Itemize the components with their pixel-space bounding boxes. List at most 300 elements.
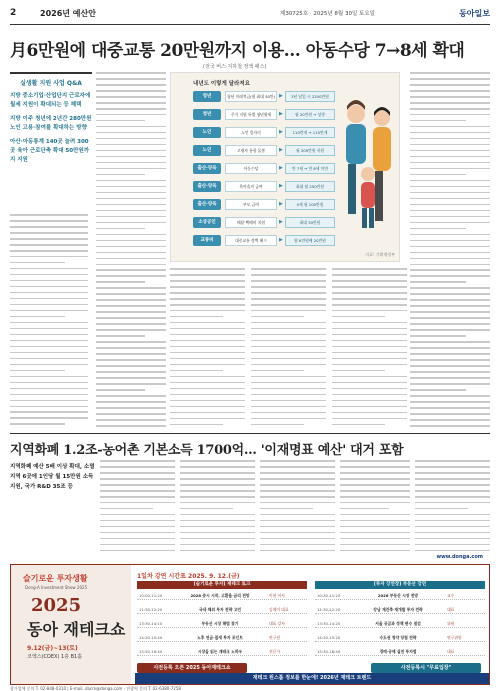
text-line [180,532,255,534]
row-category: 출산·양육 [193,163,221,174]
text-line [10,370,65,372]
text-line [96,365,166,367]
text-line [251,274,326,276]
text-line [410,72,490,74]
row-category: 출산·양육 [193,199,221,210]
text-line [96,162,166,164]
row-category: 소상공인 [193,217,221,228]
text-line [100,484,175,486]
text-line [180,472,255,474]
text-line [415,484,490,486]
ad-schedule-row [315,591,485,600]
text-line [340,484,410,486]
text-line [410,90,490,92]
text-line [410,132,490,134]
text-line [410,371,490,373]
text-line [170,304,245,306]
text-line [410,114,490,116]
text-line [410,252,490,254]
text-line [180,478,255,480]
arrow-icon: ▶ [279,129,283,135]
text-line [410,287,490,289]
row-change: 최대 30만원 [285,217,335,228]
text-line [410,335,466,337]
text-line [260,496,335,498]
text-line [415,508,468,510]
ad-logo: 슬기로운 투자생활 [23,574,88,583]
text-line [410,198,490,200]
text-line [251,334,326,336]
text-line [251,268,326,270]
text-line [260,472,335,474]
text-line [410,162,490,164]
text-line [410,228,466,230]
text-line [260,508,313,510]
text-line [410,180,490,182]
text-line [10,328,88,330]
text-line [170,310,245,312]
text-line [96,425,166,427]
text-line [96,371,166,373]
text-line [100,550,175,552]
text-line [96,407,166,409]
text-line [96,234,166,236]
session-time: 14:20-15:40 [139,635,163,640]
text-line [170,286,245,288]
text-line [180,490,255,492]
text-line [415,520,490,522]
infographic-row [193,127,335,138]
text-line [332,424,385,426]
ad-website[interactable]: www.donga.com [436,554,483,560]
text-line [180,496,255,498]
text-line [10,322,88,324]
story2-body-col [260,460,335,558]
text-line [410,150,490,152]
session-speaker: 이현 이사 [269,593,285,598]
text-line [260,490,335,492]
text-line [415,538,490,540]
text-line [170,364,245,366]
arrow-icon: ▶ [279,201,283,207]
text-line [96,72,166,74]
arrow-icon: ▶ [279,165,283,171]
text-line [251,304,326,306]
text-line [340,472,410,474]
text-line [96,102,166,104]
arrow-icon: ▶ [279,147,283,153]
text-line [340,514,410,516]
text-line [180,544,255,546]
text-line [170,412,245,414]
text-line [10,316,65,318]
text-line [410,246,490,248]
text-line [100,544,175,546]
text-line [251,328,326,330]
text-line [170,418,245,420]
session-speaker: 대표 [447,607,455,612]
text-line [10,286,88,288]
text-line [410,258,490,260]
text-line [332,340,407,342]
ad-schedule-title: 1일차 강연 시간표 2025. 9. 12.(금) [137,573,240,580]
story1-body-col [170,268,245,432]
text-line [170,388,245,390]
row-change: 최대 월 250만원 [285,181,335,192]
text-line [340,490,410,492]
row-category: 청년 [193,91,221,102]
text-line [410,293,490,295]
text-line [410,96,490,98]
text-line [100,502,175,504]
ad-footer-banner: 재테크 원스톱 정보를 한눈에! 2026년 재테크 트렌드 [135,673,489,684]
ad-schedule-row [315,619,485,628]
text-line [251,370,304,372]
text-line [415,502,490,504]
text-line [10,376,88,378]
text-line [96,353,166,355]
text-line [260,478,335,480]
text-line [332,412,407,414]
session-title: 노후 연금·절세 투자 포인트 [197,635,243,640]
text-line [96,258,166,260]
text-line [96,114,166,116]
row-change: 월 6만원에 20만원 [285,235,335,246]
session-title: 2026 부동산 시장 전망 [377,593,419,598]
session-title: 강남 재건축·재개발 투자 전략 [373,607,423,612]
text-line [96,222,166,224]
text-line [410,389,466,391]
arrow-icon: ▶ [279,219,283,225]
text-line [96,198,166,200]
story1-body-col [251,268,326,432]
text-line [332,376,407,378]
text-line [251,280,326,282]
text-line [410,144,490,146]
text-line [10,340,88,342]
text-line [410,234,490,236]
text-line [332,298,407,300]
text-line [251,316,304,318]
text-line [410,365,490,367]
page-number: 2 [10,8,17,18]
text-line [170,340,245,342]
text-line [251,346,326,348]
text-line [96,287,166,289]
text-line [180,538,255,540]
text-line [415,478,490,480]
text-line [251,424,304,426]
text-line [170,394,245,396]
text-line [96,413,166,415]
arrow-icon: ▶ [279,111,283,117]
ad-register-button[interactable]: 사전등록 오픈 2025 동아재테크쇼 [137,663,247,673]
text-line [96,180,166,182]
text-line [170,346,245,348]
text-line [332,334,407,336]
text-line [415,514,490,516]
text-line [332,274,407,276]
session-speaker: 교수 [447,593,455,598]
text-line [10,358,88,360]
session-time: 15:30-16:40 [317,649,341,654]
text-line [96,126,166,128]
session-title: 시장을 읽는 재테크 노하우 [197,649,243,654]
text-line [100,526,175,528]
ad-schedule-col-1 [137,581,307,661]
session-title: 수도권 청약 당첨 전략 [379,635,417,640]
text-line [96,335,145,337]
text-line [170,280,245,282]
text-line [180,460,255,462]
text-line [10,388,88,390]
text-line [410,156,490,158]
text-line [180,466,255,468]
text-line [96,186,166,188]
infographic-row [193,199,335,210]
text-line [340,502,410,504]
text-line [332,292,407,294]
session-time: 15:50-16:40 [139,649,163,654]
ad-schedule-row [137,605,307,614]
ad-schedule-row [137,633,307,642]
text-line [251,418,326,420]
text-line [180,508,233,510]
text-line [96,204,166,206]
text-line [96,264,166,266]
text-line [340,532,410,534]
text-line [96,317,166,319]
infographic-row [193,163,335,174]
text-line [10,244,88,246]
text-line [340,508,389,510]
infographic-row [193,217,335,228]
page-header [10,8,490,22]
text-line [332,382,407,384]
text-line [410,359,490,361]
ad-schedule-row [137,619,307,628]
story2-body-col [180,460,255,558]
arrow-icon: ▶ [279,183,283,189]
session-title: 2026 증시 시작, 고환율·금리 전망 [190,593,250,598]
text-line [260,502,335,504]
text-line [340,466,410,468]
text-line [96,389,145,391]
text-line [415,544,490,546]
text-line [332,316,385,318]
text-line [96,311,166,313]
text-line [100,472,175,474]
text-line [10,310,88,312]
text-line [410,275,490,277]
text-line [96,96,166,98]
text-line [180,550,255,552]
text-line [410,84,490,86]
text-line [410,317,490,319]
story2-lead: 지역화폐 예산 5배 이상 확대, 소멸지역 6곳에 1인당 월 15만원 소득 지원, 국가 R&D 35조 등 [10,464,95,490]
text-line [260,538,335,540]
text-line [332,388,407,390]
infographic-row [193,145,335,156]
row-category: 노인 [193,127,221,138]
text-line [96,246,166,248]
row-item: 대중교통 정액 패스 [225,235,277,246]
session-title: 서울 공급과 정책 변수 점검 [375,621,421,626]
text-line [332,400,407,402]
text-line [10,262,65,264]
text-line [410,126,490,128]
text-line [332,322,407,324]
text-line [332,358,407,360]
text-line [251,364,326,366]
text-line [251,400,326,402]
text-line [10,238,88,240]
qa-item: 지방 중소기업·산업단지 근로자에 월세 지원이 확대되는 등 혜택 [10,93,91,108]
ad-col-header: [슬기로운 투자] 재테크 토크 [137,581,307,589]
session-time: 13:30-14:20 [317,621,341,626]
text-line [410,299,490,301]
story1-byline: (전국 버스·지하철 정액 패스) [203,64,267,70]
infographic-source: 자료: 기획재정부 [365,252,395,257]
text-line [260,514,335,516]
text-line [251,412,326,414]
row-item: 아동수당 [225,163,277,174]
row-item: 청년 미래적금(월 최대 50만) [225,91,277,102]
text-line [340,538,410,540]
text-line [96,132,166,134]
ad-schedule-row [137,647,307,656]
text-line [96,329,166,331]
qa-box [10,72,92,209]
text-line [410,413,490,415]
text-line [410,311,490,313]
text-line [10,226,88,228]
text-line [410,120,466,122]
text-line [410,192,490,194]
text-line [10,382,88,384]
text-line [10,220,88,222]
text-line [100,466,175,468]
text-line [10,280,88,282]
text-line [410,78,490,80]
row-category: 노인 [193,145,221,156]
issue-date: 제30725호 · 2025년 8월 30일 토요일 [280,11,375,17]
text-line [96,419,166,421]
text-line [332,268,407,270]
text-line [332,280,407,282]
text-line [340,478,410,480]
text-line [332,346,407,348]
text-line [332,310,407,312]
row-category: 교통비 [193,235,221,246]
story1-body-col [10,214,88,432]
text-line [410,264,490,266]
ad-free-entry-button[interactable]: 사전등록시 "무료입장" [371,663,481,673]
text-line [251,382,326,384]
text-line [332,286,407,288]
text-line [10,346,88,348]
text-line [96,275,166,277]
story2-body-col [415,460,490,558]
text-line [251,340,326,342]
newspaper-logo: 동아일보 [459,8,490,18]
ad-schedule-row [315,647,485,656]
infographic-row [193,235,335,246]
text-line [170,274,245,276]
session-time: 11:30-12:20 [317,607,341,612]
text-line [96,210,166,212]
text-line [340,526,410,528]
advertisement-finance-show[interactable] [10,554,490,685]
text-line [415,490,490,492]
text-line [10,411,88,413]
text-line [96,216,166,218]
ad-col-header: [투자 강연장] 부동산 강연 [315,581,485,589]
session-speaker: 연구위원 [447,635,462,640]
text-line [251,406,326,408]
ad-brand-panel [11,565,131,684]
text-line [10,214,88,216]
text-line [340,520,410,522]
text-line [340,544,410,546]
text-line [10,232,88,234]
ad-contact: 참가업체 문의 T. 02-848-0310 | E-mail. dacm@donga.com · 전광역 문의 T. 02-6380-7258 [10,686,181,691]
text-line [332,370,385,372]
section-divider [10,433,490,434]
text-line [410,419,490,421]
section-title: 2026년 예산안 [40,9,96,18]
session-time: 13:30-14:10 [139,621,163,626]
text-line [410,353,490,355]
text-line [10,334,88,336]
session-speaker: 연구원 [269,635,281,640]
text-line [415,526,490,528]
text-line [96,281,145,283]
ad-event-name: 동아 재테크쇼 [27,620,126,639]
text-line [10,400,88,402]
text-line [410,395,490,397]
text-line [415,460,490,462]
text-line [10,268,88,270]
text-line [170,400,245,402]
text-line [332,394,407,396]
text-line [10,250,88,252]
session-time: 10:00-11:20 [139,593,163,598]
text-line [170,370,223,372]
text-line [170,382,245,384]
text-line [10,417,88,419]
row-change: 110만개 → 115만개 [285,127,335,138]
session-speaker: 김제이 대표 [269,607,289,612]
text-line [340,496,410,498]
text-line [260,526,335,528]
infographic-row [193,91,335,102]
text-line [415,532,490,534]
text-line [260,484,335,486]
text-line [332,406,407,408]
text-line [100,508,153,510]
session-time: 10:30-11:20 [317,593,341,598]
qa-item: 아산·아동통계 140곳 늘려 300곳 육아 근로단축 확대 50만원까지 지원 [10,139,90,163]
row-change: 월 20만원 → 상향 [285,109,335,120]
qa-item: 지방 이주 청년에 2년간 280만원 노인 고용·참여를 확대하는 방향 [10,116,92,131]
row-item: 육아휴직 급여 [225,181,277,192]
text-line [96,305,166,307]
text-line [332,364,407,366]
text-line [96,347,166,349]
infographic-row [193,109,335,120]
text-line [10,274,88,276]
